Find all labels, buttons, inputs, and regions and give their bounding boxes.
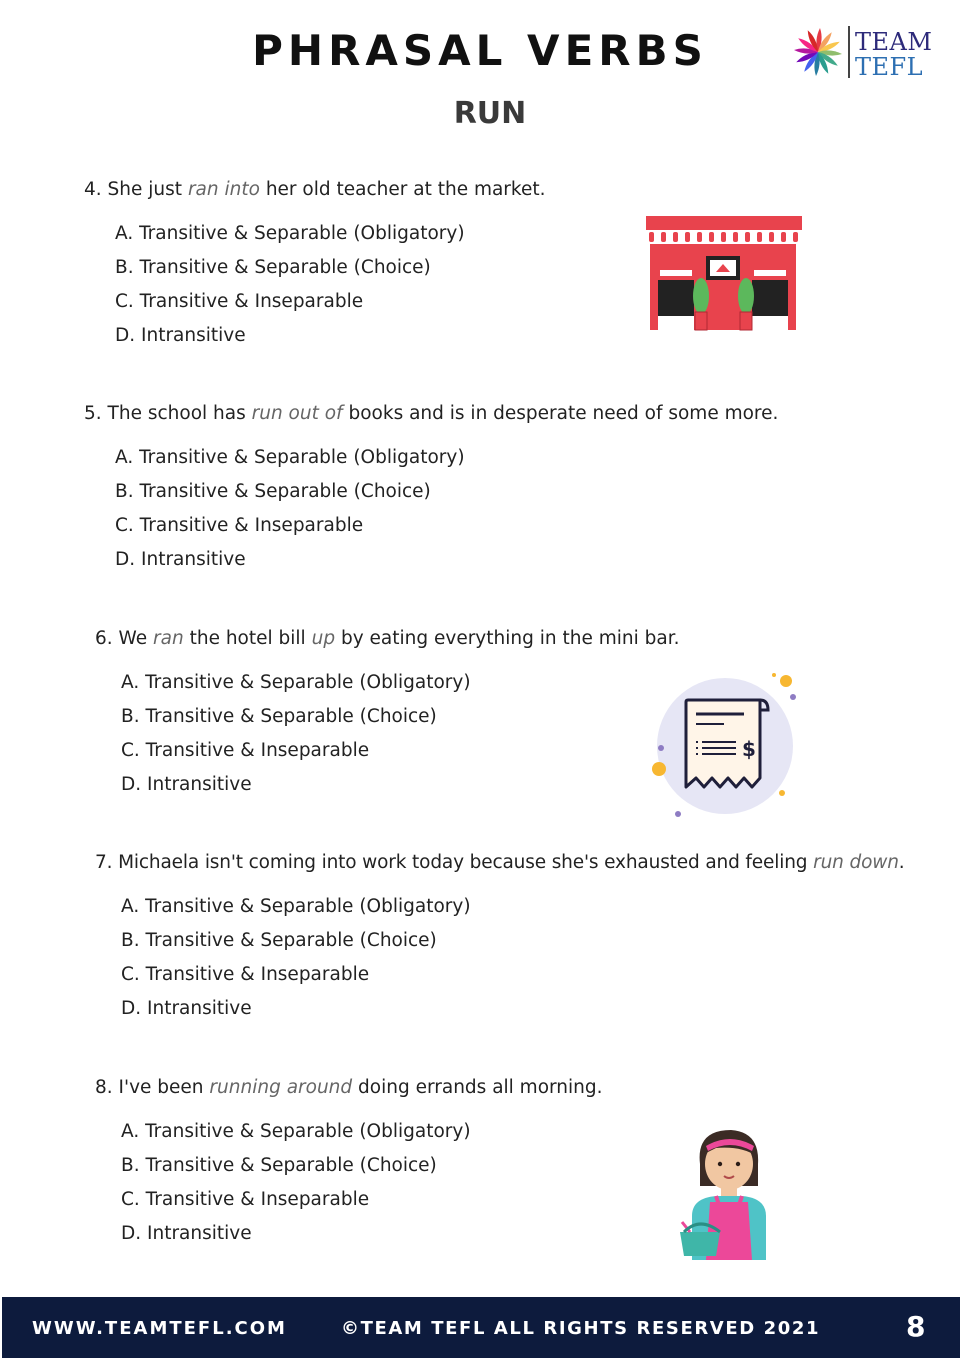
question-6	[95, 627, 679, 807]
team-tefl-logo	[792, 24, 937, 82]
phrasal-verb: run out of	[251, 403, 343, 424]
svg-text:$: $	[742, 737, 756, 761]
option-a[interactable]: A. Transitive & Separable (Obligatory)	[115, 447, 465, 468]
answer-options	[115, 446, 778, 582]
logo-divider	[848, 26, 850, 78]
pinwheel-logo-icon	[792, 26, 844, 78]
receipt-bill-icon	[648, 670, 803, 825]
question-text	[84, 402, 778, 426]
shop-storefront-icon	[644, 214, 804, 337]
question-text-after: .	[898, 852, 905, 873]
phrasal-verb-particle: up	[311, 628, 336, 649]
option-c[interactable]: C. Transitive & Inseparable	[121, 1189, 370, 1210]
answer-options	[121, 1120, 603, 1256]
logo-text-tefl: TEFL	[855, 53, 924, 81]
woman-shopping-basket-icon	[676, 1124, 776, 1269]
question-text-after: by eating everything in the mini bar.	[340, 628, 680, 649]
question-text-before: The school has	[107, 403, 246, 424]
option-a[interactable]: A. Transitive & Separable (Obligatory)	[121, 672, 471, 693]
answer-options	[115, 222, 546, 358]
option-b[interactable]: B. Transitive & Separable (Choice)	[121, 930, 437, 951]
phrasal-verb: ran	[153, 628, 184, 649]
option-a[interactable]: A. Transitive & Separable (Obligatory)	[121, 896, 471, 917]
option-c[interactable]: C. Transitive & Inseparable	[115, 291, 364, 312]
question-number: 8.	[95, 1077, 113, 1098]
option-d[interactable]: D. Intransitive	[121, 774, 252, 795]
page-footer	[2, 1297, 960, 1358]
footer-copyright: ©TEAM TEFL ALL RIGHTS RESERVED 2021	[341, 1318, 821, 1339]
question-number: 5.	[84, 403, 102, 424]
question-text	[95, 1076, 603, 1100]
answer-options	[121, 671, 679, 807]
question-text	[95, 627, 679, 651]
question-text-before: We	[118, 628, 148, 649]
question-text-before: She just	[107, 179, 183, 200]
footer-website-link[interactable]: WWW.TEAMTEFL.COM	[32, 1318, 287, 1339]
question-8	[95, 1076, 603, 1256]
question-text-after: her old teacher at the market.	[265, 179, 546, 200]
question-number: 4.	[84, 179, 102, 200]
question-text-after: doing errands all morning.	[358, 1077, 603, 1098]
page-title: PHRASAL VERBS	[252, 26, 708, 75]
phrasal-verb: running around	[209, 1077, 353, 1098]
page-subtitle: RUN	[453, 96, 527, 131]
option-a[interactable]: A. Transitive & Separable (Obligatory)	[115, 223, 465, 244]
logo-text-team: TEAM	[855, 28, 933, 56]
phrasal-verb: run down	[813, 852, 899, 873]
question-4	[84, 178, 546, 358]
question-text-before: Michaela isn't coming into work today because she's exhausted and feeling	[118, 852, 808, 873]
option-c[interactable]: C. Transitive & Inseparable	[121, 740, 370, 761]
question-7	[95, 851, 905, 1031]
option-c[interactable]: C. Transitive & Inseparable	[121, 964, 370, 985]
option-b[interactable]: B. Transitive & Separable (Choice)	[115, 481, 431, 502]
question-number: 7.	[95, 852, 113, 873]
question-text-before: I've been	[118, 1077, 204, 1098]
option-d[interactable]: D. Intransitive	[115, 549, 246, 570]
question-text	[95, 851, 905, 875]
answer-options	[121, 895, 905, 1031]
option-b[interactable]: B. Transitive & Separable (Choice)	[115, 257, 431, 278]
question-text-middle: the hotel bill	[189, 628, 306, 649]
option-c[interactable]: C. Transitive & Inseparable	[115, 515, 364, 536]
option-d[interactable]: D. Intransitive	[121, 998, 252, 1019]
phrasal-verb: ran into	[187, 179, 260, 200]
question-text	[84, 178, 546, 202]
option-b[interactable]: B. Transitive & Separable (Choice)	[121, 1155, 437, 1176]
option-d[interactable]: D. Intransitive	[121, 1223, 252, 1244]
page-number: 8	[906, 1310, 926, 1343]
option-b[interactable]: B. Transitive & Separable (Choice)	[121, 706, 437, 727]
question-5	[84, 402, 778, 582]
question-number: 6.	[95, 628, 113, 649]
option-a[interactable]: A. Transitive & Separable (Obligatory)	[121, 1121, 471, 1142]
option-d[interactable]: D. Intransitive	[115, 325, 246, 346]
question-text-after: books and is in desperate need of some more.	[348, 403, 779, 424]
